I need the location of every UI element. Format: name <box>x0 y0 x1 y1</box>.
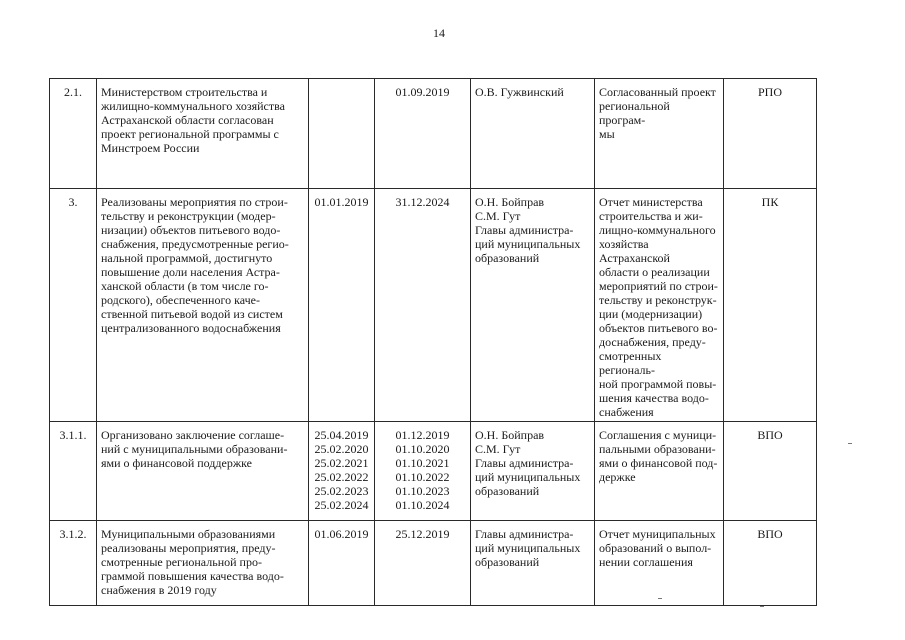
table-row <box>50 422 817 521</box>
result-cell: Организовано заключение соглаше- ний с муниципальными образовани- ями о финансовой поддержке <box>97 422 309 521</box>
table-row <box>50 521 817 606</box>
start-date-cell <box>309 79 375 189</box>
start-date-cell: 25.04.2019 25.02.2020 25.02.2021 25.02.2022 25.02.2023 25.02.2024 <box>309 422 375 521</box>
end-date-cell: 01.12.2019 01.10.2020 01.10.2021 01.10.2022 01.10.2023 01.10.2024 <box>375 422 471 521</box>
end-date-cell: 01.09.2019 <box>375 79 471 189</box>
table-row <box>50 79 817 189</box>
end-date-cell: 31.12.2024 <box>375 189 471 422</box>
result-cell: Муниципальными образованиями реализованы мероприятия, преду- смотренные региональной про- граммой повышения качества водо- снабжения в 2019 году <box>97 521 309 606</box>
start-date-cell: 01.06.2019 <box>309 521 375 606</box>
responsible-cell: О.Н. Бойправ С.М. Гут Главы администра- ций муниципальных образований <box>471 422 595 521</box>
start-date-cell: 01.01.2019 <box>309 189 375 422</box>
responsible-cell: О.Н. Бойправ С.М. Гут Главы администра- ций муниципальных образований <box>471 189 595 422</box>
plan-table <box>49 78 817 606</box>
control-level-cell: ВПО <box>724 521 817 606</box>
row-number: 3.1.2. <box>50 521 97 606</box>
result-cell: Реализованы мероприятия по строи- тельству и реконструкции (модер- низации) объектов питьевого водо- снабжения, предусмотренные регио- нальной программой, достигнуто повышение доли населения Астра- ханской области (в том числе го- родского), обеспеченного каче- ственной питьевой водой из систем централизованного водоснабжения <box>97 189 309 422</box>
result-cell: Министерством строительства и жилищно-коммунального хозяйства Астраханской области согласован проект региональной программы с Минстроем России <box>97 79 309 189</box>
document-cell: Отчет министерства строительства и жи- лищно-коммунального хозяйства Астраханской области о реализации мероприятий по строи- тельству и реконструк- ции (модернизации) объектов питьевого во- доснабжения, преду- смотренных региональ- ной программой повы- шения качества водо- снабжения <box>595 189 724 422</box>
responsible-cell: Главы администра- ций муниципальных образований <box>471 521 595 606</box>
responsible-cell: О.В. Гужвинский <box>471 79 595 189</box>
scan-speck <box>848 443 852 444</box>
row-number: 3.1.1. <box>50 422 97 521</box>
row-number: 3. <box>50 189 97 422</box>
document-cell: Соглашения с муници- пальными образовани- ями о финансовой под- держке <box>595 422 724 521</box>
control-level-cell: ВПО <box>724 422 817 521</box>
document-cell: Отчет муниципальных образований о выпол- нении соглашения <box>595 521 724 606</box>
page-number: 14 <box>433 26 445 40</box>
document-cell: Согласованный проект региональной програм- мы <box>595 79 724 189</box>
table-row <box>50 189 817 422</box>
row-number: 2.1. <box>50 79 97 189</box>
scan-speck <box>658 598 662 599</box>
scan-speck <box>760 606 764 607</box>
control-level-cell: РПО <box>724 79 817 189</box>
control-level-cell: ПК <box>724 189 817 422</box>
end-date-cell: 25.12.2019 <box>375 521 471 606</box>
